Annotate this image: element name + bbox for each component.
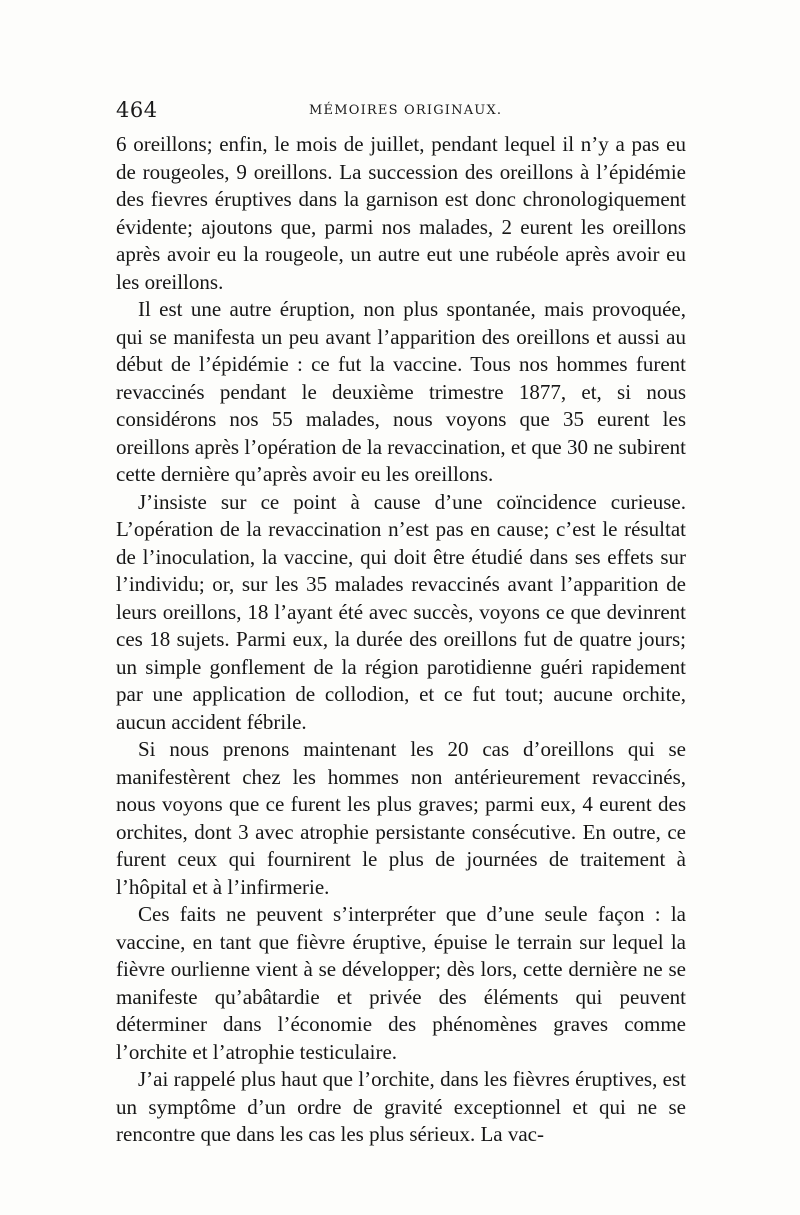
paragraph: J’insiste sur ce point à cause d’une coïncidence curieuse. L’opération de la revaccination n’est pas en cause; c’est le résultat de l’inoculation, la vaccine, qui doit être étudié dans ses effets sur l’individu; or, sur les 35 malades revaccinés avant l’apparition de leurs oreillons, 18 l’ayant été avec succès, voyons ce que devinrent ces 18 sujets. Parmi eux, la durée des oreillons fut de quatre jours; un simple gonflement de la région parotidienne guéri rapidement par une application de collodion, et ce fut tout; aucune orchite, aucun accident fébrile. — [116, 489, 686, 734]
paragraph-continued: 6 oreillons; enfin, le mois de juillet, pendant lequel il n’y a pas eu de rougeoles, 9 oreillons. La succession des oreillons à l’épidémie des fievres éruptives dans la garnison est donc chronologiquement évidente; ajoutons que, parmi nos malades, 2 eurent les oreillons après avoir eu la rougeole, un autre eut une rubéole après avoir eu les oreillons. — [116, 132, 686, 294]
paragraph: J’ai rappelé plus haut que l’orchite, dans les fièvres éruptives, est un symptôme d’un ordre de gravité exceptionnel et qui ne se rencontre que dans les cas les plus sérieux. La vac- — [116, 1067, 686, 1146]
paragraph: Ces faits ne peuvent s’interpréter que d’une seule façon : la vaccine, en tant que fièvre éruptive, épuise le terrain sur lequel la fièvre ourlienne vient à se développer; dès lors, cette dernière ne se manifeste qu’abâtardie et privée des éléments qui peuvent déterminer dans l’économie des phénomènes graves comme l’orchite et l’atrophie testiculaire. — [116, 902, 686, 1064]
paragraph: Il est une autre éruption, non plus spontanée, mais provoquée, qui se manifesta un peu avant l’apparition des oreillons et aussi au début de l’épidémie : ce fut la vaccine. Tous nos hommes furent revaccinés pendant le deuxième trimestre 1877, et, si nous considérons nos 55 malades, nous voyons que 35 eurent les oreillons après l’opération de la revaccination, et que 30 ne subirent cette dernière qu’après avoir eu les oreillons. — [116, 297, 686, 486]
body-text — [116, 131, 686, 1149]
paragraph: Si nous prenons maintenant les 20 cas d’oreillons qui se manifestèrent chez les hommes non antérieurement revaccinés, nous voyons que ce furent les plus graves; parmi eux, 4 eurent des orchites, dont 3 avec atrophie persistante consécutive. En outre, ce furent ceux qui fournirent le plus de journées de traitement à l’hôpital et à l’infirmerie. — [116, 737, 686, 899]
running-head: MÉMOIRES ORIGINAUX. — [309, 103, 503, 118]
page-header — [116, 98, 686, 128]
page-number: 464 — [116, 98, 158, 122]
